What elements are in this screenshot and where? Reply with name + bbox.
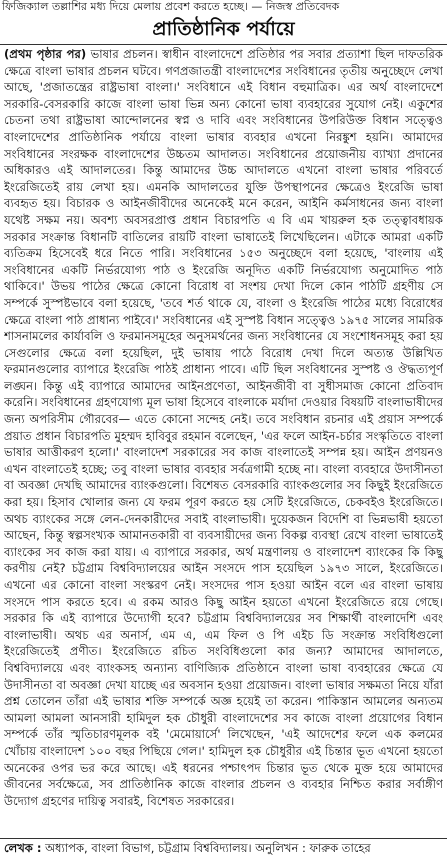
byline-label: লেখক : <box>4 841 42 855</box>
continued-from-label: (প্রথম পৃষ্ঠার পর) <box>4 47 87 61</box>
article-paragraph-text: ভাষার প্রচলন। স্বাধীন বাংলাদেশে প্রতিষ্ঠার পর সবার প্রত্যাশা ছিল দাফতরিক ক্ষেত্রে বাংলা ভাষার প্রচলন ঘটবে। গণপ্রজাতন্ত্রী বাংলাদেশের সংবিধানের তৃতীয় অনুচ্ছেদে লেখা আছে, 'প্রজাতন্ত্রের রাষ্ট্রভাষা বাংলা।' সংবিধানে এই বিধান বহুমাত্রিক। এর অর্থ বাংলাদেশে সরকারি-বেসরকারি কাজে বাংলা ভাষা ভিন্ন অন্য কোনো ভাষা ব্যবহারের সুযোগ নেই। একুশের চেতনা তথা রাষ্ট্রভাষা আন্দোলনের স্বপ্ন ও দাবি এবং সংবিধানের উপরিউক্ত বিধান সত্ত্বেও বাংলাদেশের প্রাতিষ্ঠানিক পর্যায়ে বাংলা ভাষার ব্যবহার এখনো নিরঙ্কুশ হয়নি। আমাদের সংবিধানের সংরক্ষক বাংলাদেশের উচ্চতম আদালত। সংবিধানের প্রয়োজনীয় ব্যাখ্যা প্রদানের অধিকারও এই আদালতের। কিন্তু আমাদের উচ্চ আদালতে এখনো বাংলা ভাষার পরিবর্তে ইংরেজিতেই রায় লেখা হয়। এমনকি আদালতের যুক্তি উপস্থাপনের ক্ষেত্রেও ইংরেজি ভাষা ব্যবহৃত হয়। বিচারক ও আইনজীবীদের অনেকেই মনে করেন, আইনি কর্মসাধনের জন্য বাংলা যথেষ্ট সক্ষম নয়। অবশ্য অবসরপ্রাপ্ত প্রধান বিচারপতি এ বি এম খায়রুল হক তত্ত্বাবধায়ক সরকার সংক্রান্ত বিধানটি বাতিলের রায়টি বাংলা ভাষাতেই লিখেছিলেন। এটাকে আমরা একটি ব্যতিক্রম হিসেবেই ধরে নিতে পারি। সংবিধানের ১৫৩ অনুচ্ছেদে বলা হয়েছে, 'বাংলায় এই সংবিধানের একটি নির্ভরযোগ্য পাঠ ও ইংরেজি অনূদিত একটি নির্ভরযোগ্য অনুমোদিত পাঠ থাকিবে।' উভয় পাঠের ক্ষেত্রে কোনো বিরোধ বা সংশয় দেখা দিলে কোন পাঠটি গ্রহণীয় সে সম্পর্কে সুস্পষ্টভাবে বলা হয়েছে, 'তবে শর্ত থাকে যে, বাংলা ও ইংরেজি পাঠের মধ্যে বিরোধের ক্ষেত্রে বাংলা পাঠ প্রাধান্য পাইবে।' সংবিধানের এই সুস্পষ্ট বিধান সত্ত্বেও ১৯৭৫ সালের সামরিক শাসনামলের কার্যাবলি ও ফরমানসমূহের অনুসমর্থনের জন্য সংবিধানের যে সংশোধনসমূহ করা হয় সেগুলোর ক্ষেত্রে বলা হয়েছিল, দুই ভাষায় পাঠে বিরোধ দেখা দিলে অত্যন্ত উল্লিখিত ফরমানগুলোর ব্যাপারে ইংরেজি পাঠই প্রাধান্য পাবে। এটি ছিল সংবিধানের সুস্পষ্ট ও ঔদ্ধত্যপূর্ণ লঙ্ঘন। কিন্তু এই ব্যাপারে আমাদের আইনপ্রণেতা, আইনজীবী বা সুধীসমাজ কোনো প্রতিবাদ করেনি। সংবিধানের গ্রহণযোগ্য মূল ভাষা হিসেবে বাংলাকে মর্যাদা দেওয়ার বিষয়টি বাংলাভাষীদের জন্য অপরিসীম গৌরবের— এতে কোনো সন্দেহ নেই। তবে সংবিধান রচনার এই প্রয়াস সম্পর্কে প্রয়াত প্রধান বিচারপতি মুহম্মদ হাবিবুর রহমান বলেছেন, 'এর ফলে আইন-চর্চার সংস্কৃতিতে বাংলা ভাষার আত্তীকরণ হলো।' বাংলাদেশ সরকারের সব কাজ বাংলাতেই সম্পন্ন হয়। আইন প্রণয়নও এখন বাংলাতেই হচ্ছে; তবু বাংলা ভাষার ব্যবহার সর্বত্রগামী হচ্ছে না। বাংলা ব্যবহারে উদাসীনতা বা অবজ্ঞা দেখছি আমাদের ব্যাংকগুলো। বিশেষত বেসরকারি ব্যাংকগুলোর সব কিছুই ইংরেজিতে করা হয়। হিসাব খোলার জন্য যে ফরম পূরণ করতে হয় সেটি ইংরেজিতে, চেকবইও ইংরেজিতে। অথচ ব্যাংকের সঙ্গে লেন-দেনকারীদের সবাই বাংলাভাষী। দুয়েকজন বিদেশি বা ভিন্নভাষী হয়তো আছেন, কিন্তু স্বল্পসংখ্যক আমানতকারী বা ব্যবসায়ীদের জন্য বিকল্প ব্যবস্থা রেখে বাংলা ভাষাতেই ব্যাংকের সব কাজ করা যায়। এ ব্যাপারে সরকার, অর্থ মন্ত্রণালয় ও বাংলাদেশ ব্যাংকের কি কিছু করণীয় নেই? চট্টগ্রাম বিশ্ববিদ্যালয়ের আইন সংসদে পাস হয়েছিল ১৯৭৩ সালে, ইংরেজিতে। এখনো এর কোনো বাংলা সংস্করণ নেই। সংসদের পাস হওয়া আইন বলে এর বাংলা ভাষায় সংসদে পাস করতে হবে। এ রকম আরও কিছু আইন হয়তো এখনো ইংরেজিতে রয়ে গেছে। সরকার কি এই ব্যাপারে উদ্যোগী হবে? চট্টগ্রাম বিশ্ববিদ্যালয়ের সব শিক্ষার্থী বাংলাদেশি এবং বাংলাভাষী। অথচ এর অনার্স, এম এ, এম ফিল ও পি এইচ ডি সংক্রান্ত সংবিধিগুলো ইংরেজিতেই প্রণীত। ইংরেজিতে রচিত সংবিধিগুলো কার জন্য? আমাদের আদালতে, বিশ্ববিদ্যালয়ে এবং ব্যাংকসহ অন্যান্য বাণিজ্যিক প্রতিষ্ঠানে বাংলা ভাষা ব্যবহারের ক্ষেত্রে যে উদাসীনতা বা অবজ্ঞা দেখা যাচ্ছে এর অবসান হওয়া প্রয়োজন। বাংলা ভাষার সক্ষমতা নিয়ে যাঁরা প্রশ্ন তোলেন তাঁরা এই ভাষার শক্তি সম্পর্কে অজ্ঞ হয়েই তা করেন। পাকিস্তান আমলের অন্যতম আমলা আমলা আনসারী হামিদুল হক চৌধুরী বাংলাদেশের সব কাজে বাংলা প্রয়োগের বিধান সম্পর্কে তাঁর স্মৃতিচারণমূলক বই 'মেমোয়ার্সে' লিখেছেন, 'এই আদেশের ফলে এক কলমের খোঁচায় বাংলাদেশ ১০০ বছর পিছিয়ে গেল।' হামিদুল হক চৌধুরীর এই চিন্তার ভূত এখনো হয়তো অনেকের ওপর ভর করে আছে। এই ধরনের পশ্চাৎপদ চিন্তার ভূত থেকে মুক্ত হয়ে আমাদের জীবনের সর্বক্ষেত্রে, সব প্রাতিষ্ঠানিক কাজে বাংলার প্রচলন ও ব্যবহার নিশ্চিত করার সর্বাঙ্গীণ উদ্যোগ গ্রহণের দায়িত্ব সবারই, বিশেষত সরকারের। <box>4 47 443 808</box>
byline <box>0 838 447 858</box>
translator-name: ফারুক তাহের <box>309 841 371 855</box>
article-paragraph <box>4 46 443 809</box>
byline-text: অধ্যাপক, বাংলা বিভাগ, চট্টগ্রাম বিশ্ববিদ্যালয়। <box>45 841 252 855</box>
translator-label: অনুলিখন : <box>255 841 306 855</box>
article-body <box>4 46 443 836</box>
headline: প্রাতিষ্ঠানিক পর্যায়ে <box>0 16 447 45</box>
previous-story-strip: ফিজিক্যাল তল্লাশির মধ্য দিয়ে মেলায় প্রবেশ করতে হচ্ছে। — নিজস্ব প্রতিবেদক <box>2 0 340 13</box>
